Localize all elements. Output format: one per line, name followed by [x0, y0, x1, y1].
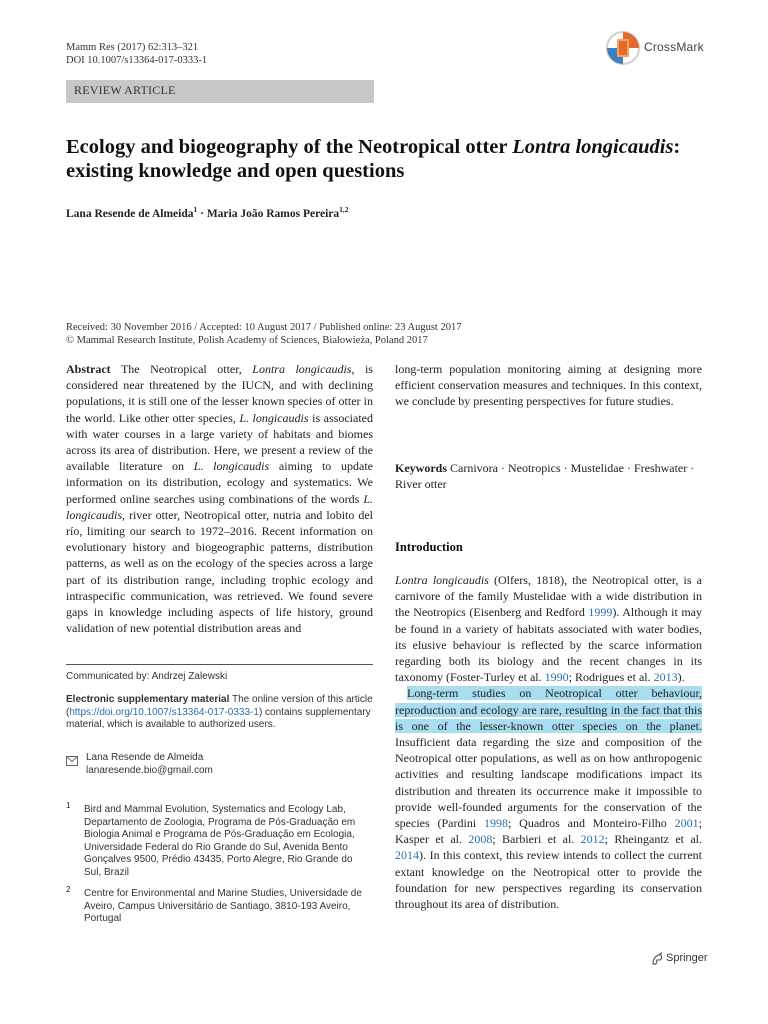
citation-link[interactable]: 2013 — [653, 670, 678, 685]
citation-link[interactable]: 1998 — [483, 816, 508, 831]
abstract-text: The Neotropical otter, — [110, 362, 253, 376]
keywords-label: Keywords — [395, 461, 447, 475]
esm-text: The online version of this article ( — [66, 694, 373, 718]
citation-link[interactable]: 1990 — [544, 670, 569, 685]
intro-paragraph-2 — [395, 685, 702, 912]
crossmark-label: CrossMark — [644, 40, 704, 54]
abstract-text: , is considered near threatened by the IUCN, and with declining populations, it is still one of the lesser known species of otter in the world. Like other otter species, — [66, 362, 373, 425]
received-line: Received: 30 November 2016 / Accepted: 10 August 2017 / Published online: 23 August 2017 — [66, 322, 462, 333]
esm-label: Electronic supplementary material — [66, 694, 230, 705]
esm-text: ) contains supplementary material, which is available to authorized users. — [66, 706, 371, 730]
author-1[interactable]: Lana Resende de Almeida — [66, 207, 194, 220]
citation-link[interactable]: 2014 — [395, 848, 419, 863]
contact-name: Lana Resende de Almeida — [86, 752, 204, 763]
article-type-label: REVIEW ARTICLE — [74, 83, 176, 97]
intro-text: ; Quadros and Monteiro-Filho — [507, 816, 675, 831]
author-separator: · — [197, 207, 207, 220]
envelope-icon — [66, 753, 80, 765]
title-text-1: Ecology and biogeography of the Neotropical otter — [66, 136, 513, 158]
species-name: Lontra longicaudis — [395, 573, 489, 587]
keywords-list: Carnivora · Neotropics · Mustelidae · Freshwater · River otter — [395, 461, 695, 492]
citation-link[interactable]: 2001 — [674, 816, 699, 831]
keywords — [395, 460, 702, 492]
abstract-text: , river otter, Neotropical otter, nutria and lobito del río, limiting our search to 1972–2016. Recent information on evolutionary history and biogeographic patterns, distribution patterns, as well as on the ecology of the species across a large part of its distribution range, including trophic ecology and intraspecific communication, was retrieved. We found severe gaps in knowledge including aspects of life history, ground validation of new potential distribution areas and — [66, 507, 373, 636]
abstract-text: is associated with water courses in a large variety of habitats and biomes across its area of distribution. Here, we present a review of the available literature on — [66, 410, 373, 474]
affiliation-1: Bird and Mammal Evolution, Systematics and Ecology Lab, Departamento de Zoologia, Programa de Pós-Graduação em Biologia Animal e Programa de Pós-Graduação em Ecologia, Universidade Federal do Rio Grande do Sul, Avenida Bento Gonçalves 9500, Prédio 43435, Porto Alegre, Rio Grande do Sul, Brazil — [84, 804, 356, 878]
springer-horse-icon — [650, 952, 664, 966]
citation-link[interactable]: 2008 — [468, 832, 493, 847]
esm-link[interactable]: https://doi.org/10.1007/s13364-017-0333-1 — [69, 706, 259, 718]
intro-text: ). In this context, this review intends to collect the current extant knowledge on the Neotropical otter to provide the foundation for new perspectives regarding its conservation throughout its area of distribution. — [395, 848, 702, 912]
author-list — [66, 205, 349, 220]
title-species: Lontra longicaudis — [512, 136, 674, 158]
highlighted-sentence[interactable]: Long-term studies on Neotropical otter behaviour, reproduction and ecology are rare, resulting in the fact that this is one of the lesser-known otter species on the planet. — [395, 686, 702, 733]
intro-text: Insufficient data regarding the size and composition of the Neotropical otter populations, as well as on how anthropogenic activities and resulting landscape modifications impact its distribution and threaten its occurrence make it impossible to provide well-founded arguments for the conservation of the species (Pardini — [395, 735, 702, 831]
abstract-continued: long-term population monitoring aiming at designing more efficient conservation measures and techniques. In this context, we conclude by presenting perspectives for future studies. — [395, 362, 702, 409]
species-name: L. longicaudis — [239, 410, 309, 425]
crossmark-icon — [606, 30, 640, 66]
corresponding-author — [86, 752, 213, 777]
communicated-by: Communicated by: Andrzej Zalewski — [66, 671, 228, 682]
article-type-bar — [66, 80, 374, 103]
abstract-text: aiming to update information on its distribution, ecology and systematics. We performed online searches using combinations of the words — [66, 459, 373, 506]
species-name: Lontra longicaudis — [252, 362, 352, 376]
introduction-body — [395, 572, 702, 912]
title-text-2: : existing knowledge and open questions — [66, 136, 681, 182]
affiliation-2-number: 2 — [66, 885, 71, 894]
journal-line: Mamm Res (2017) 62:313–321 — [66, 42, 199, 53]
intro-text: ). Although it may be found in a variety of habitats associated with water bodies, its elusive behaviour is reflected by the scarce information regarding both its biology and the recent changes in its taxonomy (Foster-Turley et al. — [395, 605, 702, 685]
affiliation-2: Centre for Environmental and Marine Studies, Universidade de Aveiro, Campus Universitário de Santiago, 3810-193 Aveiro, Portugal — [84, 888, 362, 924]
copyright-line: © Mammal Research Institute, Polish Academy of Sciences, Białowieża, Poland 2017 — [66, 335, 428, 346]
citation-link[interactable]: 1999 — [588, 605, 613, 620]
intro-text: ; Barbieri et al. — [492, 832, 581, 847]
esm-note — [66, 694, 373, 732]
author-2-affiliation: 1,2 — [339, 205, 349, 214]
introduction-heading: Introduction — [395, 540, 463, 554]
abstract-label: Abstract — [66, 362, 111, 376]
intro-text: (Olfers, 1818), the Neotropical otter, is a carnivore of the family Mustelidae with a wide distribution in the Neotropics (Eisenberg and Redford — [395, 573, 702, 620]
affiliation-1-number: 1 — [66, 801, 71, 810]
abstract — [66, 361, 373, 636]
intro-text: ). — [677, 670, 685, 685]
author-1-affiliation: 1 — [193, 205, 198, 214]
contact-email[interactable]: lanaresende.bio@gmail.com — [86, 764, 213, 776]
author-2[interactable]: Maria João Ramos Pereira — [206, 207, 340, 220]
doi-line: DOI 10.1007/s13364-017-0333-1 — [66, 55, 208, 66]
intro-text: ; Rodrigues et al. — [568, 670, 654, 685]
species-name: L. longicaudis — [66, 491, 373, 522]
journal-citation — [66, 41, 207, 67]
intro-paragraph-1 — [395, 572, 702, 685]
intro-text: ; Kasper et al. — [395, 816, 702, 847]
footnote-divider — [66, 664, 373, 665]
publication-dates — [66, 321, 461, 347]
publisher-name: Springer — [666, 952, 708, 964]
intro-text: ; Rheingantz et al. — [604, 832, 702, 847]
species-name: L. longicaudis — [193, 459, 270, 474]
citation-link[interactable]: 2012 — [580, 832, 605, 847]
article-title — [66, 135, 696, 183]
crossmark-badge[interactable] — [606, 30, 706, 66]
